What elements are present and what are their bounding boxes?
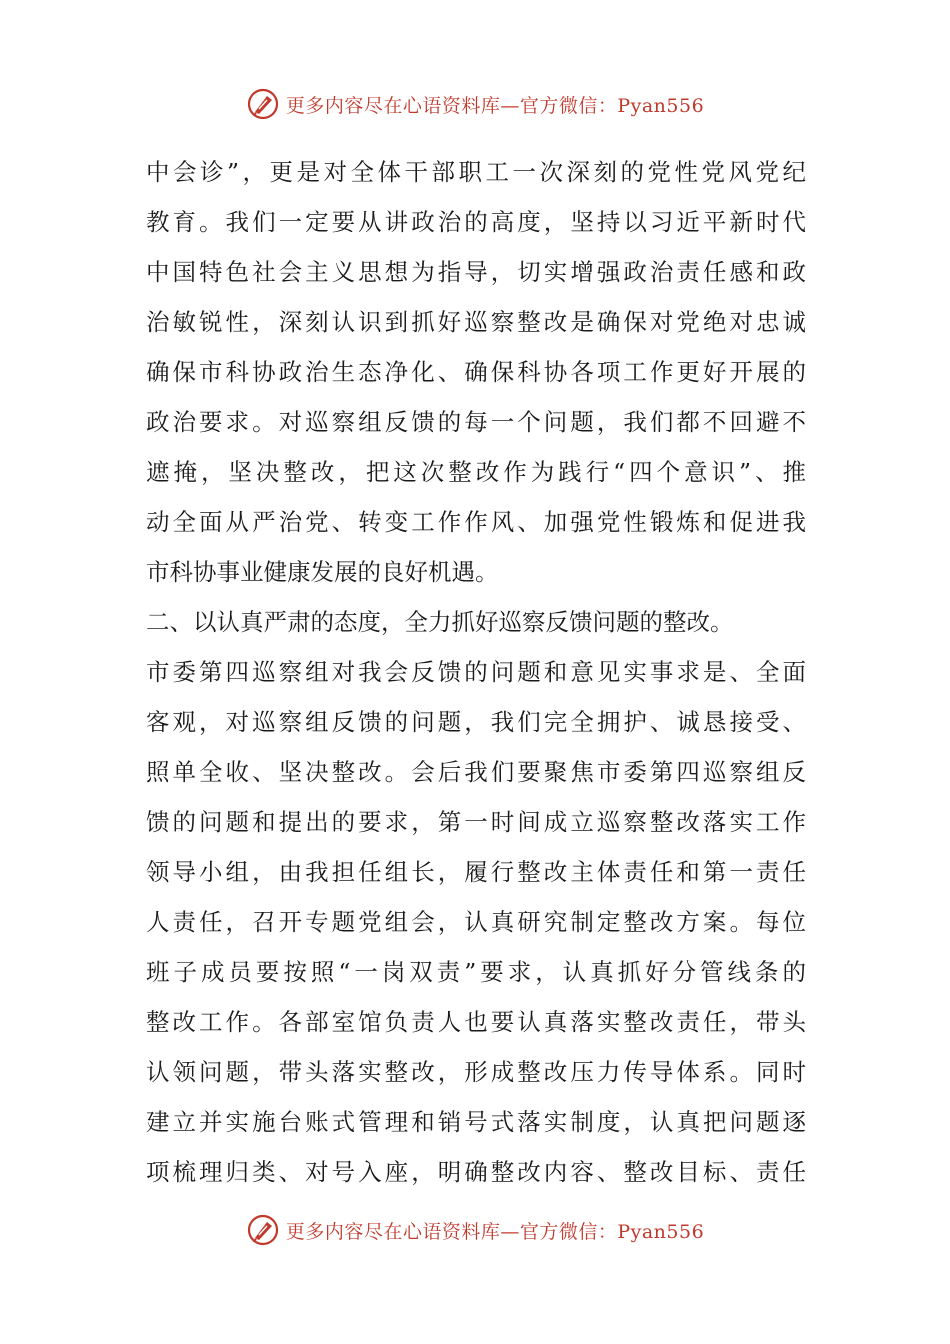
section-heading: 二、以认真严肃的态度，全力抓好巡察反馈问题的整改。: [146, 608, 734, 636]
body-line: 整改工作。各部室馆负责人也要认真落实整改责任，带头: [146, 1008, 806, 1036]
document-body: [146, 147, 806, 1197]
pen-nib-logo-icon: [246, 1213, 280, 1247]
body-line: 中国特色社会主义思想为指导，切实增强政治责任感和政: [146, 258, 806, 286]
body-line: 建立并实施台账式管理和销号式落实制度，认真把问题逐: [146, 1108, 806, 1136]
body-line: 确保市科协政治生态净化、确保科协各项工作更好开展的: [146, 358, 806, 386]
body-line: 认领问题，带头落实整改，形成整改压力传导体系。同时: [146, 1058, 806, 1086]
body-line: 班子成员要按照“一岗双责”要求，认真抓好分管线条的: [146, 958, 806, 986]
body-line: 领导小组，由我担任组长，履行整改主体责任和第一责任: [146, 858, 806, 886]
body-line: 人责任，召开专题党组会，认真研究制定整改方案。每位: [146, 908, 806, 936]
body-line: 教育。我们一定要从讲政治的高度，坚持以习近平新时代: [146, 208, 806, 236]
body-line: 遮掩，坚决整改，把这次整改作为践行“四个意识”、推: [146, 458, 806, 486]
body-line: 动全面从严治党、转变工作作风、加强党性锻炼和促进我: [146, 508, 806, 536]
pen-nib-logo-icon: [246, 87, 280, 121]
body-line: 中会诊”，更是对全体干部职工一次深刻的党性党风党纪: [146, 158, 806, 186]
header-banner-text: 更多内容尽在心语资料库—官方微信：Pyan556: [285, 94, 705, 117]
header-banner: [0, 84, 950, 124]
body-line: 市委第四巡察组对我会反馈的问题和意见实事求是、全面: [146, 658, 806, 686]
footer-banner-text: 更多内容尽在心语资料库—官方微信：Pyan556: [285, 1220, 705, 1243]
footer-banner: [0, 1210, 950, 1250]
body-line: 照单全收、坚决整改。会后我们要聚焦市委第四巡察组反: [146, 758, 806, 786]
body-line: 馈的问题和提出的要求，第一时间成立巡察整改落实工作: [146, 808, 806, 836]
body-line: 市科协事业健康发展的良好机遇。: [146, 558, 499, 586]
body-line: 项梳理归类、对号入座，明确整改内容、整改目标、责任: [146, 1158, 806, 1186]
body-line: 政治要求。对巡察组反馈的每一个问题，我们都不回避不: [146, 408, 806, 436]
body-line: 客观，对巡察组反馈的问题，我们完全拥护、诚恳接受、: [146, 708, 806, 736]
body-line: 治敏锐性，深刻认识到抓好巡察整改是确保对党绝对忠诚: [146, 308, 806, 336]
